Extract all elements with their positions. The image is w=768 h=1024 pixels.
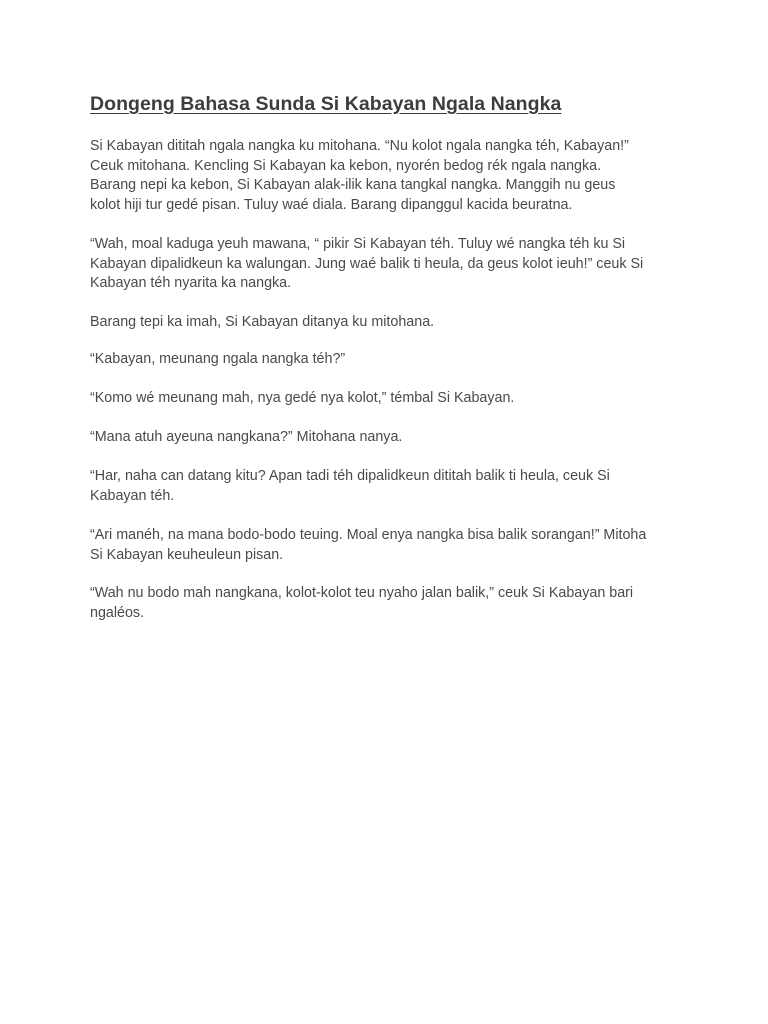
paragraph-line: Si Kabayan keuheuleun pisan.: [90, 546, 284, 563]
paragraph-line: Barang nepi ka kebon, Si Kabayan alak-ilik kana tangkal nangka. Manggih nu geus: [90, 177, 616, 193]
paragraph-line: Barang tepi ka imah, Si Kabayan ditanya ku mitohana.: [90, 314, 435, 330]
document-title: Dongeng Bahasa Sunda Si Kabayan Ngala Nangka: [90, 93, 562, 115]
paragraph-line: “Komo wé meunang mah, nya gedé nya kolot,” témbal Si Kabayan.: [90, 390, 515, 406]
paragraph-line: kolot hiji tur gedé pisan. Tuluy waé diala. Barang dipanggul kacida beuratna.: [90, 196, 573, 213]
paragraph-line: Kabayan téh.: [90, 487, 175, 504]
story-paragraph: [90, 137, 629, 215]
paragraph-line: Kabayan téh nyarita ka nangka.: [90, 275, 292, 291]
story-paragraph: [90, 467, 610, 506]
paragraph-line: ngaléos.: [90, 604, 145, 621]
paragraph-line: “Ari manéh, na mana bodo-bodo teuing. Moal enya nangka bisa balik sorangan!” Mitoha: [90, 527, 647, 543]
paragraph-line: “Kabayan, meunang ngala nangka téh?”: [90, 351, 346, 367]
story-paragraph: [90, 350, 345, 370]
paragraph-line: “Wah nu bodo mah nangkana, kolot-kolot teu nyaho jalan balik,” ceuk Si Kabayan bari: [90, 585, 634, 601]
paragraph-line: “Har, naha can datang kitu? Apan tadi téh dipalidkeun dititah balik ti heula, ceuk Si: [90, 468, 610, 484]
story-paragraph: [90, 428, 402, 448]
paragraph-line: “Wah, moal kaduga yeuh mawana, “ pikir Si Kabayan téh. Tuluy wé nangka téh ku Si: [90, 236, 626, 252]
story-paragraph: [90, 235, 643, 294]
paragraph-line: “Mana atuh ayeuna nangkana?” Mitohana nanya.: [90, 429, 403, 445]
story-paragraph: [90, 313, 434, 333]
story-paragraph: [90, 526, 646, 565]
story-paragraph: [90, 389, 514, 409]
paragraph-line: Kabayan dipalidkeun ka walungan. Jung waé balik ti heula, da geus kolot ieuh!” ceuk Si: [90, 255, 644, 272]
story-paragraph: [90, 584, 633, 623]
paragraph-line: Si Kabayan dititah ngala nangka ku mitohana. “Nu kolot ngala nangka téh, Kabayan!”: [90, 138, 629, 154]
paragraph-line: Ceuk mitohana. Kencling Si Kabayan ka kebon, nyorén bedog rék ngala nangka.: [90, 157, 602, 174]
